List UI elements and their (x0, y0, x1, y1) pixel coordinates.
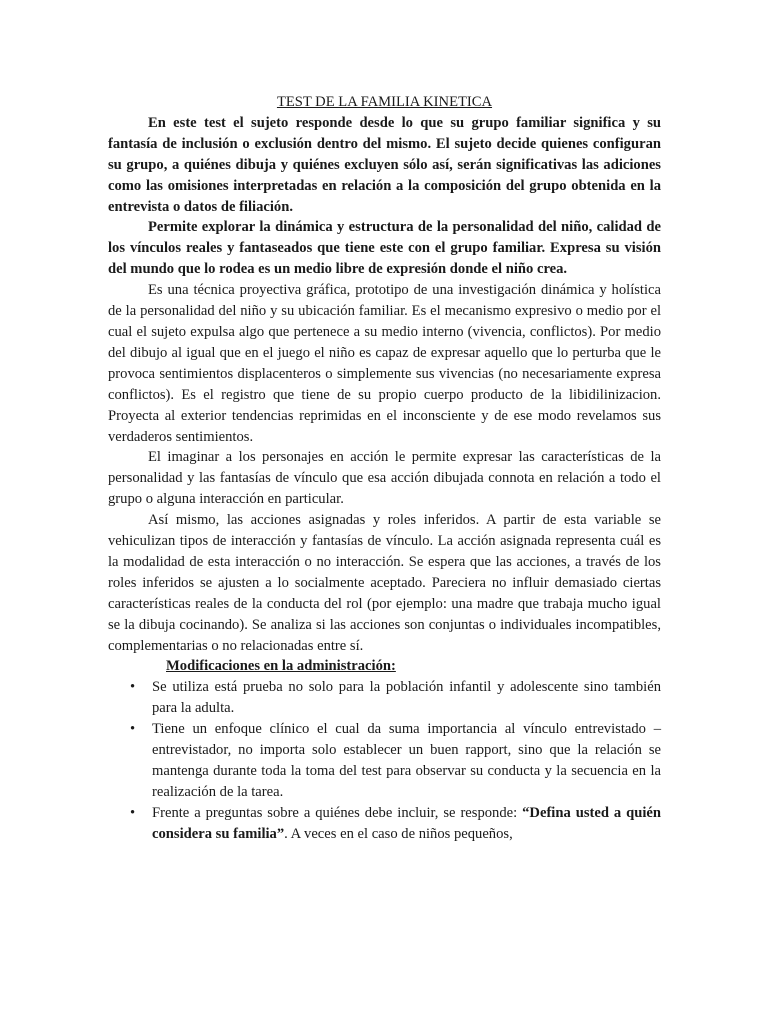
list-item-text: Tiene un enfoque clínico el cual da suma importancia al vínculo entrevistado – entrevistador, no importa solo establecer un buen rapport, sino que la relación se mantenga durante toda la toma del test para observar su conducta y la secuencia en la realización de la tarea. (152, 721, 661, 800)
paragraph-actions: Así mismo, las acciones asignadas y roles inferidos. A partir de esta variable se vehiculizan tipos de interacción y fantasías de vínculo. La acción asignada representa cuál es la modalidad de esta interacción o no interacción. Se espera que las acciones, a través de los roles inferidos se ajusten a lo socialmente aceptado. Pareciera no influir demasiado ciertas características reales de la conducta del rol (por ejemplo: una madre que trabaja mucho igual se la dibuja cocinando). Se analiza si las acciones son conjuntas o individuales incompatibles, complementarias o no relacionadas entre sí. (108, 512, 661, 654)
paragraph-intro: En este test el sujeto responde desde lo que su grupo familiar significa y su fantasía de inclusión o exclusión dentro del mismo. El sujeto decide quienes configuran su grupo, a quiénes dibuja y quiénes excluyen sólo así, serán significativas las adiciones como las omisiones interpretadas en relación a la composición del grupo obtenida en la entrevista o datos de filiación. (108, 114, 661, 215)
bullet-icon: • (130, 804, 136, 821)
list-item-text: Se utiliza está prueba no solo para la población infantil y adolescente sino también para la adulta. (152, 679, 661, 717)
section-title-modifications: Modificaciones en la administración: (166, 658, 396, 675)
list-item (108, 719, 661, 803)
list-item (108, 803, 661, 845)
paragraph-technique: Es una técnica proyectiva gráfica, prototipo de una investigación dinámica y holística de la personalidad del niño y su ubicación familiar. Es el mecanismo expresivo o medio por el cual el sujeto expulsa algo que pertenece a su medio interno (vivencia, conflictos). Por medio del dibujo al igual que en el juego el niño es capaz de expresar aquello que lo perturba que le provoca sentimientos displacenteros o simplemente sus vivencias (no necesariamente expresa conflictos). Es el registro que tiene de su propio cuerpo producto de la libidilinizacion. Proyecta al exterior tendencias reprimidas en el inconsciente y de ese modo revelamos sus verdaderos sentimientos. (108, 282, 661, 445)
bullet-icon: • (130, 679, 136, 696)
list-item (108, 677, 661, 719)
paragraph-characters: El imaginar a los personajes en acción le permite expresar las características de la personalidad y las fantasías de vínculo que esa acción dibujada connota en relación a todo el grupo o alguna interacción en particular. (108, 449, 661, 508)
document-title: TEST DE LA FAMILIA KINETICA (276, 94, 493, 110)
document-page (108, 92, 661, 845)
list-item-text: Frente a preguntas sobre a quiénes debe incluir, se responde: (152, 804, 523, 821)
list-item-text-after: . A veces en el caso de niños pequeños, (284, 825, 513, 842)
modifications-list (108, 677, 661, 844)
list-item-quote: “Defina usted a quién considera su familia” (152, 804, 662, 842)
paragraph-exploration: Permite explorar la dinámica y estructura de la personalidad del niño, calidad de los vínculos reales y fantaseados que tiene este con el grupo familiar. Expresa su visión del mundo que lo rodea es un medio libre de expresión donde el niño crea. (108, 219, 661, 278)
bullet-icon: • (130, 721, 136, 738)
